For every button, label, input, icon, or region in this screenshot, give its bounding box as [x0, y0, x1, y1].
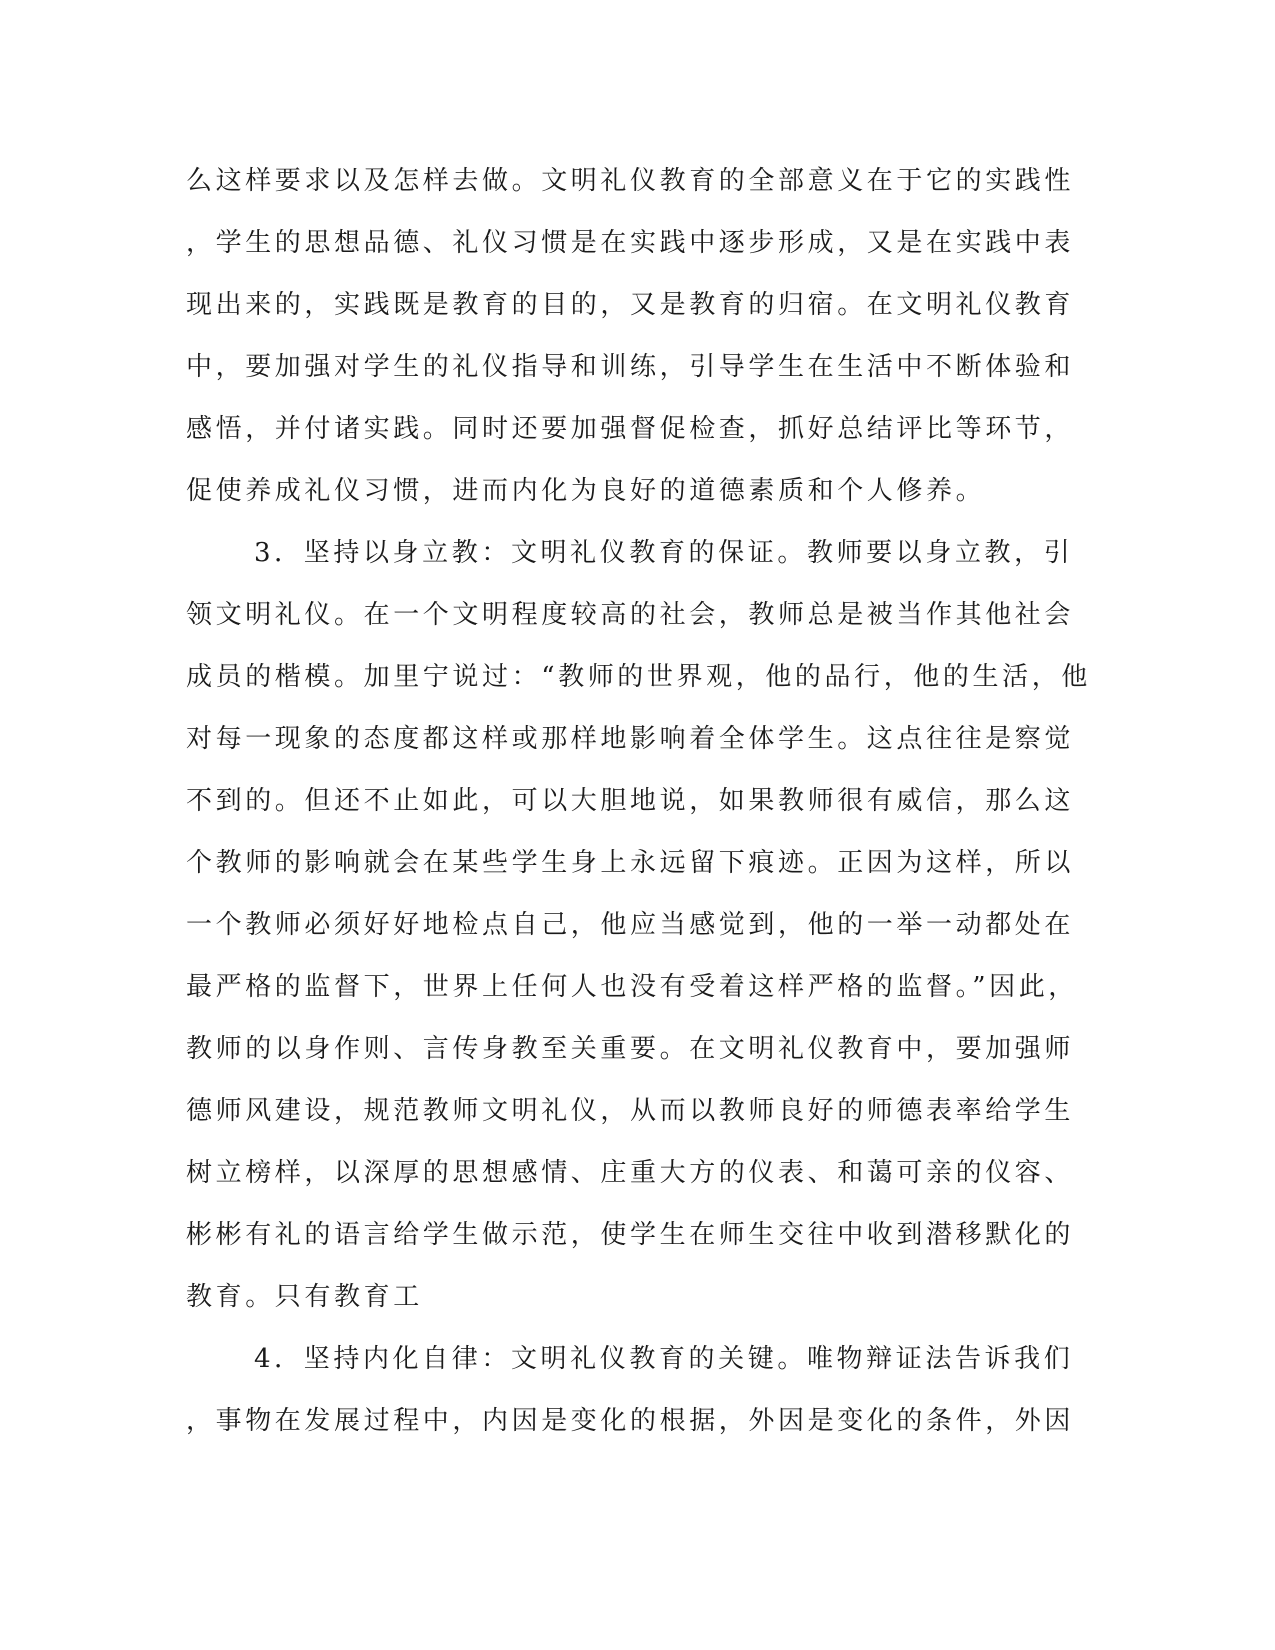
text-line: 成员的楷模。加里宁说过：“教师的世界观，他的品行，他的生活，他: [186, 662, 1091, 692]
text-line: 德师风建设，规范教师文明礼仪，从而以教师良好的师德表率给学生: [186, 1096, 1075, 1126]
body-text: [186, 150, 1091, 1452]
text-line: 最严格的监督下，世界上任何人也没有受着这样严格的监督。”因此，: [186, 972, 1078, 1002]
text-line: ，事物在发展过程中，内因是变化的根据，外因是变化的条件，外因: [186, 1406, 1075, 1436]
text-line: 彬彬有礼的语言给学生做示范，使学生在师生交往中收到潜移默化的: [186, 1220, 1075, 1250]
text-line: 么这样要求以及怎样去做。文明礼仪教育的全部意义在于它的实践性: [186, 166, 1075, 196]
text-line: 感悟，并付诸实践。同时还要加强督促检查，抓好总结评比等环节，: [186, 414, 1075, 444]
text-line: 中，要加强对学生的礼仪指导和训练，引导学生在生活中不断体验和: [186, 352, 1075, 382]
text-line: 不到的。但还不止如此，可以大胆地说，如果教师很有威信，那么这: [186, 786, 1075, 816]
paragraph-4-start: 4．坚持内化自律：文明礼仪教育的关键。唯物辩证法告诉我们: [254, 1344, 1074, 1374]
text-line: 现出来的，实践既是教育的目的，又是教育的归宿。在文明礼仪教育: [186, 290, 1075, 320]
text-line: 领文明礼仪。在一个文明程度较高的社会，教师总是被当作其他社会: [186, 600, 1075, 630]
text-line: 对每一现象的态度都这样或那样地影响着全体学生。这点往往是察觉: [186, 724, 1075, 754]
text-line: 树立榜样，以深厚的思想感情、庄重大方的仪表、和蔼可亲的仪容、: [186, 1158, 1075, 1188]
text-line: 一个教师必须好好地检点自己，他应当感觉到，他的一举一动都处在: [186, 910, 1075, 940]
text-line: 个教师的影响就会在某些学生身上永远留下痕迹。正因为这样，所以: [186, 848, 1075, 878]
paragraph-3-start: 3．坚持以身立教：文明礼仪教育的保证。教师要以身立教，引: [254, 538, 1074, 568]
text-line: 教育。只有教育工: [186, 1282, 423, 1312]
text-line: 促使养成礼仪习惯，进而内化为良好的道德素质和个人修养。: [186, 476, 986, 506]
text-line: 教师的以身作则、言传身教至关重要。在文明礼仪教育中，要加强师: [186, 1034, 1075, 1064]
text-line: ，学生的思想品德、礼仪习惯是在实践中逐步形成，又是在实践中表: [186, 228, 1075, 258]
